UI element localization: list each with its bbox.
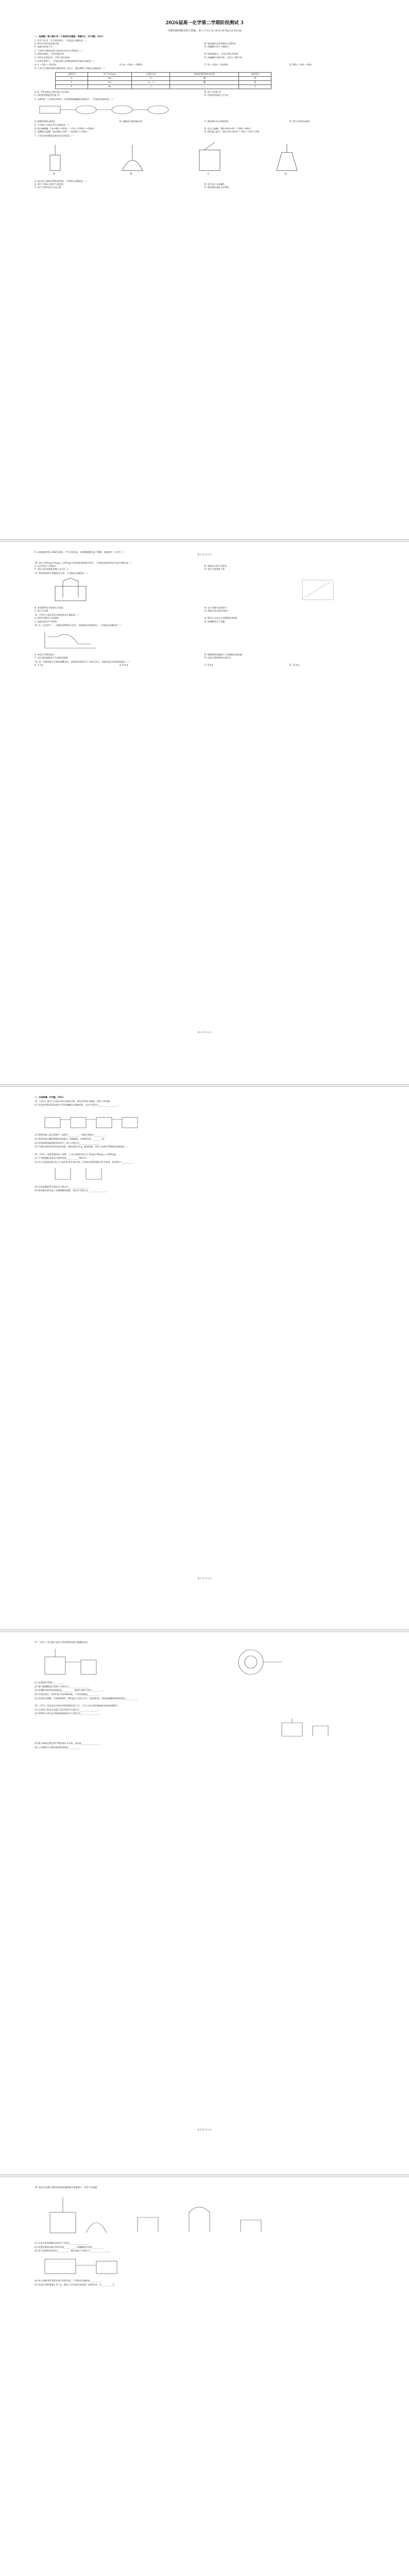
options-q12b [35, 620, 374, 623]
question-16-part: (1) 下列措施能加快反应速率的是__________（填序号）。 [35, 1157, 89, 1160]
table-row [56, 80, 271, 84]
option: A. X、Y形成的化合物为离子化合物 [35, 90, 69, 93]
option: D. 该反应需要加热才能发生 [204, 656, 231, 659]
apparatus-diagram [35, 140, 344, 176]
table-cell: 酸 [170, 80, 239, 84]
option: A. 该反应为吸热反应 [35, 653, 55, 656]
option: D. 混合气体密度不变 [204, 568, 225, 571]
option: D. Y的单质常温下为气态 [204, 94, 229, 97]
option: D. 尾气可用氨水吸收 [289, 120, 310, 123]
options-q11b [35, 609, 374, 613]
options-q1b [35, 45, 374, 48]
options-q6b [35, 130, 374, 133]
question-14: 14. 将一定量的铜与足量浓硝酸反应，收集到标准状况下气体2.24 L，则参加反应的铜的质量为（ ） [35, 660, 131, 664]
exam-page-5 [35, 2180, 374, 2576]
page-divider [0, 2174, 409, 2177]
question-15-part: (3) 将SO₂通入酸性KMnO₄溶液中，溶液褪色，体现SO₂的__________性。 [35, 1137, 106, 1140]
option: D. SO₂通入氯水：SO₂+Cl₂+H₂O = SO₄²⁻+2Cl⁻+2H⁺ [204, 130, 260, 133]
question-17: 17.（15分）某兴趣小组用下图装置探究铜与硝酸的反应： [35, 1641, 91, 1644]
question-8: 8. 某实验小组探究NH₃的性质，下列说法正确的是（ ） [35, 179, 88, 182]
question-17-part: (4) 实验结束后，向A中加入NaOH溶液，产生的现象是__________。 [35, 1692, 101, 1696]
beaker-diagram [35, 1166, 241, 1181]
table-row [56, 76, 271, 80]
option: D. 浓硝酸见光不分解 [204, 620, 225, 623]
option: C. Si → SiO₂ → H₂SiO₃ [204, 63, 229, 66]
option: A. 铜与稀硝酸：Cu+4H⁺+2NO₃⁻ = Cu²⁺+2NO₂↑+2H₂O [35, 127, 94, 130]
option: D. 浓硫酸具有脱水性，可用于干燥气体 [204, 56, 242, 59]
option: A. v正(SO₂)=v逆(O₂) [35, 565, 56, 567]
option: C. SO₂与O₂的物质的量之比为2∶1 [35, 568, 69, 571]
question-18-part: (1) 石英砂与焦炭在高温下反应的化学方程式为__________________。 [35, 1708, 101, 1711]
question-10: 10. 反应 2SO₂(g)+O₂(g) ⇌ 2SO₃(g) 在恒容密闭容器中进行，下列说法能说明反应达到平衡的是（ ） [35, 561, 133, 564]
table-cell: 固 [239, 80, 271, 84]
table-row [56, 84, 271, 89]
page-divider [0, 1629, 409, 1632]
question-15-part: (4) 用NaOH溶液吸收SO₂尾气，离子方程式为__________________。 [35, 1141, 101, 1144]
apparatus-diagram [35, 2255, 344, 2276]
table-cell: 110 [88, 80, 131, 84]
option: C. 吸收塔中用水吸收SO₃ [204, 120, 229, 123]
question-16-part: (2) 在2 L密闭容器中充入1 mol N₂和3 mol H₂，5 min后测得NH₃为0.4 mol，则v(H₂)=__________。 [35, 1160, 135, 1163]
options-q13b [35, 656, 374, 659]
question-17-part: (3) 装置B中观察到的现象是__________，说明生成的气体为__________。 [35, 1689, 105, 1692]
apparatus-diagram [35, 1718, 344, 1738]
question-18-part: (2) SiHCl₃与H₂反应制备高纯硅的化学方程式为__________________。 [35, 1712, 103, 1715]
question-19: 19. 某化学兴趣小组利用如图装置制备并收集氯气，回答下列问题： [35, 2186, 99, 2189]
question-17-part: (5) 若铜完全溶解，共收集到NO、NO₂混合气体1.12 L（标准状况），则消耗硝酸的物质的量为__________。 [35, 1697, 139, 1700]
question-5: 5. 以黄铁矿（主要成分FeS₂）为原料制备硫酸的流程如下，下列说法错误的是（ ） [35, 97, 114, 100]
table-header: 原子半径/pm [88, 72, 131, 76]
flow-diagram [35, 103, 189, 116]
table-cell: +5、-3 [132, 80, 170, 84]
table-cell: -2 [132, 84, 170, 89]
page-subtitle: 可能用到的相对原子质量：H-1 C-12 N-14 O-16 Na-23 Fe-56 [167, 29, 242, 32]
option: C. SO₂具有氧化性，可用于漂白纸浆 [35, 56, 70, 59]
option: B. N₂ → NO₂ → HNO₃ [120, 63, 143, 66]
table-cell: Z [56, 84, 88, 89]
option: C. 铵盐受热均产生NH₃ [35, 620, 58, 623]
table-cell: 气 [239, 84, 271, 89]
section-heading: 一、选择题（每小题只有一个选项符合题意，每题3分，共14题，42分） [35, 35, 105, 38]
option: A. SO₂可用作食品漂白剂 [35, 42, 59, 45]
option: D. 溶液中H⁺向锌片移动 [204, 609, 228, 613]
option: B. 原子半径X<Y [204, 90, 221, 93]
option: D. NH₃ → NO → NO₂ [289, 63, 312, 66]
option: A. 氨气可用向上排空气法收集 [35, 183, 63, 186]
option: B. 氨水与盐酸：NH₃·H₂O+H⁺ = NH₄⁺+H₂O [204, 127, 250, 130]
apparatus-diagram [35, 1647, 344, 1677]
table-cell: Y [56, 80, 88, 84]
option: A. NO可用排空气法收集 [35, 617, 59, 620]
question-15: 15.（14分）某学习小组以SO₂为研究对象，探究其性质与制备，回答下列问题： [35, 1099, 112, 1103]
table-cell: 碱 [170, 76, 239, 80]
table-header-row [56, 72, 271, 76]
page-spacer [35, 190, 374, 550]
element-table [55, 72, 271, 89]
question-4: 4. 下表为几种短周期元素的性质（部分），据此判断下列说法正确的是（ ） [35, 67, 106, 70]
table-header: 最高价氧化物的水化物 [170, 72, 239, 76]
option: A. NH₃易液化，可用作制冷剂 [35, 53, 64, 56]
question-18-part: (3) 整个制备过程必须严格控制无水无氧，原因是__________________。 [35, 1742, 103, 1745]
option: D. 浓硫酸可用于干燥氨气 [204, 45, 229, 48]
option: B. 6.4 g [120, 664, 128, 667]
svg-text:A: A [53, 173, 55, 176]
page-divider [0, 1084, 409, 1087]
question-15-part: (1) 实验室用Na₂SO₃固体与70%硫酸反应制备SO₂，化学方程式为__________________。 [35, 1104, 120, 1107]
option: C. 硅酸钠与盐酸：Na₂SiO₃+2H⁺ = H₂SiO₃↓+2Na⁺ [35, 130, 88, 133]
question-19-part: (3) 尾气处理所用试剂为__________，相应的离子方程式为__________________。 [35, 2249, 112, 2252]
section-heading: 二、非选择题（共4题，58分） [35, 1096, 65, 1099]
question-1: 1. 化学与生活、生产密切相关，下列说法正确的是（ ） [35, 39, 88, 42]
options-q2b [35, 56, 374, 59]
cell-diagram [35, 577, 344, 603]
question-16: 16.（14分）氨是重要的化工原料，工业合成氨的反应为 N₂(g)+3H₂(g) ⇌ 2NH₃(g)。 [35, 1153, 118, 1156]
svg-text:B: B [130, 173, 132, 176]
question-3: 3. 在给定条件下，下列选项所示的物质间转化均能实现的是（ ） [35, 60, 96, 63]
option: B. 硅是制作光导纤维的主要材料 [204, 42, 236, 45]
option: C. 铵盐均易溶于水 [35, 45, 53, 48]
exam-page-4 [35, 1635, 374, 2171]
svg-text:D: D [285, 173, 287, 176]
exam-page-2 [35, 545, 374, 1081]
page-footer: 第 4 页 共 5 页 [197, 2128, 212, 2131]
page-footer: 第 3 页 共 5 页 [197, 1577, 212, 1580]
table-cell: 160 [88, 76, 131, 80]
option: D. 氨的催化氧化生成NO₂ [204, 186, 230, 189]
question-15-part: (5) 为测定某Na₂SO₃样品的纯度，称取样品2.0 g，配成溶液，用0.1 mol/L KMnO₄溶液滴定…… [35, 1145, 129, 1148]
table-cell: 固 [239, 76, 271, 80]
table-header: 单质状态 [239, 72, 271, 76]
option: C. Z的氢化物稳定性强于Y [35, 94, 60, 97]
page-spacer [35, 2286, 374, 2576]
option: B. 接触室中使用催化剂 [120, 120, 142, 123]
apparatus-diagram [35, 1109, 241, 1130]
svg-text:C: C [208, 173, 210, 176]
question-6: 6. 下列离子方程式书写正确的是（ ） [35, 124, 71, 127]
question-18-part: (4) 上述流程中可循环使用的物质是__________。 [35, 1745, 82, 1749]
question-12: 12. 下列关于氮及其化合物的说法正确的是（ ） [35, 613, 80, 616]
question-9: 9. 向某溶液中加入BaCl₂溶液，产生白色沉淀，再加稀盐酸沉淀不溶解，该溶液中一定含有（ ） [35, 551, 126, 554]
question-19-part: (5) 若反应消耗MnO₂ 8.7 g，理论上可生成Cl₂的体积（标准状况）为__________ L。 [35, 2283, 116, 2286]
question-7: 7. 下列实验装置能达到实验目的的是（ ） [35, 134, 75, 137]
question-17-part: (2) 铜与稀硝酸反应的离子方程式为__________________。 [35, 1685, 90, 1688]
option: A. 煅烧时FeS₂被氧化 [35, 120, 56, 123]
options-q14 [35, 664, 374, 667]
page-title: 2026届高一化学第二学期阶段测试 3 [165, 21, 244, 26]
exam-page-3 [35, 1090, 374, 1626]
option: B. 氨气溶于水显碱性 [204, 183, 225, 186]
table-header: 元素符号 [56, 72, 88, 76]
table-header: 主要化合价 [132, 72, 170, 76]
question-16-part: (3) 实验室制取氨气的化学方程式为__________________。 [35, 1185, 90, 1188]
table-cell: X [56, 76, 88, 80]
question-17-part: (1) 仪器a的名称是__________。 [35, 1681, 66, 1684]
option: B. 断键吸收的能量大于成键放出的能量 [204, 653, 242, 656]
question-18: 18.（15分）硅及其化合物在材料领域应用广泛，工业上由石英砂制备高纯硅的流程如下： [35, 1704, 121, 1707]
question-19-part: (2) 装置中饱和食盐水的作用是__________；浓硫酸的作用是__________。 [35, 2245, 106, 2248]
option: C. 反应物总能量高于生成物总能量 [35, 656, 68, 659]
options-q5 [35, 120, 374, 123]
table-cell: +2 [132, 76, 170, 80]
option: D. 12.8 g [289, 664, 300, 667]
question-19-part: (1) 写出实验室制取Cl₂的离子方程式__________________。 [35, 2242, 91, 2245]
page-footer: 第 2 页 共 5 页 [197, 1030, 212, 1033]
option: A. 3.2 g [35, 664, 43, 667]
option: C. 9.6 g [204, 664, 213, 667]
question-16-part: (4) 氨的催化氧化是工业制硝酸的基础，其化学方程式为__________________。 [35, 1189, 110, 1192]
question-2: 2. 下列有关物质性质与用途具有对应关系的是（ ） [35, 49, 83, 52]
question-15-part: (2) 将SO₂通入品红溶液中，现象为__________；加热后现象为__________。 [35, 1133, 107, 1137]
option: A. 该装置将化学能转化为电能 [35, 606, 63, 609]
options-q8b [35, 186, 374, 189]
options-q3 [35, 63, 374, 66]
page-spacer [35, 667, 374, 1028]
question-13: 13. 在一定条件下，一定量的A和B发生反应，其能量变化如图所示，下列说法正确的是（ ） [35, 624, 123, 627]
option: B. 容器内压强不再变化 [204, 565, 227, 567]
options-q4b [35, 94, 374, 97]
option: C. 氨气与HCl反应生成白雾 [35, 186, 61, 189]
apparatus-diagram [35, 2192, 344, 2238]
energy-diagram [35, 630, 344, 650]
option: C. 锌片为正极 [35, 609, 48, 613]
table-cell: 66 [88, 84, 131, 89]
question-19-part: (4) 该小组欲用所得氯水进行性质实验，下列说法正确的是__________。 [35, 2279, 103, 2282]
page-spacer [35, 1749, 374, 2125]
option: A. S → SO₃ → H₂SO₄ [35, 63, 57, 66]
page-spacer [35, 1193, 374, 1574]
options-q10b [35, 568, 374, 571]
table-cell: — [170, 84, 239, 89]
option: B. 电子由铜片流向锌片 [204, 606, 227, 609]
option: B. NO₂与水反应生成HNO₃和NO [204, 617, 237, 620]
option: B. SiO₂硬度大，可用于制光导纤维 [204, 53, 238, 56]
question-11: 11. 利用如图所示装置进行实验，下列说法正确的是（ ） [35, 572, 89, 574]
page-footer: 第 1 页 共 5 页 [197, 553, 212, 556]
